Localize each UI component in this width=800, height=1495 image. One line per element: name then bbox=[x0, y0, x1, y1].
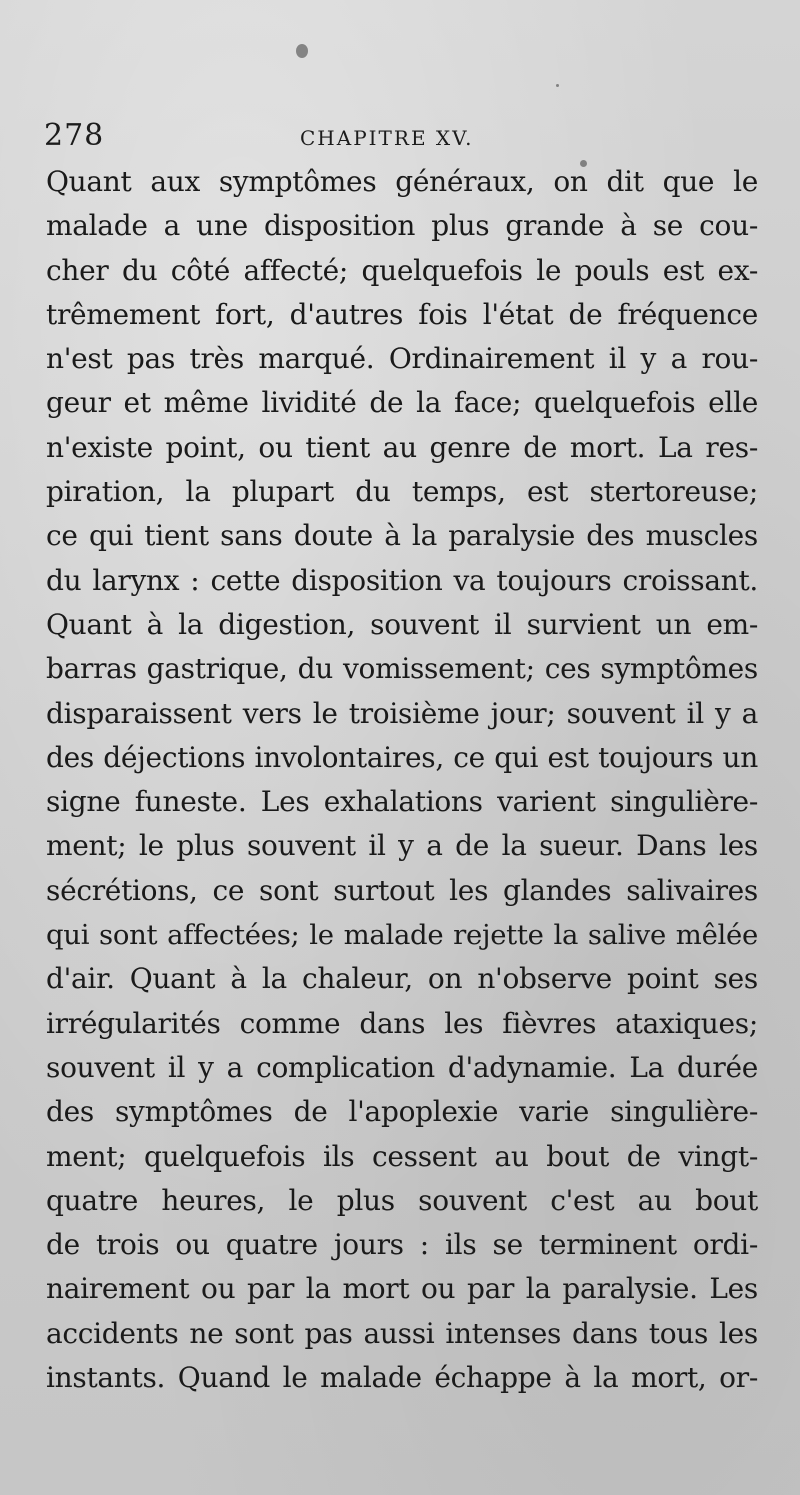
text-line: nairement ou par la mort ou par la paralysie. Les bbox=[46, 1272, 758, 1306]
text-line: geur et même lividité de la face; quelquefois elle bbox=[46, 386, 758, 420]
text-line: malade a une disposition plus grande à se cou- bbox=[46, 209, 758, 243]
text-line: barras gastrique, du vomissement; ces symptômes bbox=[46, 652, 758, 686]
text-line: ment; quelquefois ils cessent au bout de vingt- bbox=[46, 1139, 758, 1173]
text-line: quatre heures, le plus souvent c'est au bout bbox=[46, 1183, 758, 1217]
text-line: qui sont affectées; le malade rejette la salive mêlée bbox=[46, 919, 758, 952]
text-line: cher du côté affecté; quelquefois le pouls est ex- bbox=[46, 253, 758, 287]
text-line: des déjections involontaires, ce qui est toujours un bbox=[46, 740, 758, 774]
text-line: ce qui tient sans doute à la paralysie des muscles bbox=[46, 519, 758, 553]
text-line: de trois ou quatre jours : ils se terminent ordi- bbox=[46, 1228, 758, 1262]
text-line: signe funeste. Les exhalations varient singulière- bbox=[46, 785, 758, 819]
text-line: piration, la plupart du temps, est stertoreuse; bbox=[46, 475, 758, 509]
paper-speck bbox=[296, 44, 308, 58]
text-line: n'existe point, ou tient au genre de mort. La res- bbox=[46, 430, 758, 464]
text-line: souvent il y a complication d'adynamie. La durée bbox=[46, 1050, 758, 1084]
page-number: 278 bbox=[44, 118, 105, 153]
text-line: ment; le plus souvent il y a de la sueur. Dans les bbox=[46, 829, 758, 863]
text-line: d'air. Quant à la chaleur, on n'observe point ses bbox=[46, 962, 758, 996]
text-line: Quant à la digestion, souvent il survient un em- bbox=[46, 607, 758, 641]
text-line: trêmement fort, d'autres fois l'état de fréquence bbox=[46, 297, 758, 331]
text-line: disparaissent vers le troisième jour; souvent il y a bbox=[46, 696, 758, 730]
paper-speck bbox=[556, 84, 559, 87]
text-line: Quant aux symptômes généraux, on dit que le bbox=[46, 165, 758, 198]
text-line: instants. Quand le malade échappe à la mort, or- bbox=[46, 1361, 758, 1395]
text-line: du larynx : cette disposition va toujours croissant. bbox=[46, 563, 758, 597]
page-header bbox=[40, 118, 760, 158]
running-head: CHAPITRE XV. bbox=[300, 126, 474, 150]
text-line: accidents ne sont pas aussi intenses dans tous les bbox=[46, 1316, 758, 1350]
text-line: des symptômes de l'apoplexie varie singulière- bbox=[46, 1095, 758, 1129]
text-line: irrégularités comme dans les fièvres ataxiques; bbox=[46, 1006, 758, 1040]
text-line: sécrétions, ce sont surtout les glandes salivaires bbox=[46, 873, 758, 907]
text-line: n'est pas très marqué. Ordinairement il y a rou- bbox=[46, 342, 758, 376]
body-text bbox=[46, 160, 758, 1400]
